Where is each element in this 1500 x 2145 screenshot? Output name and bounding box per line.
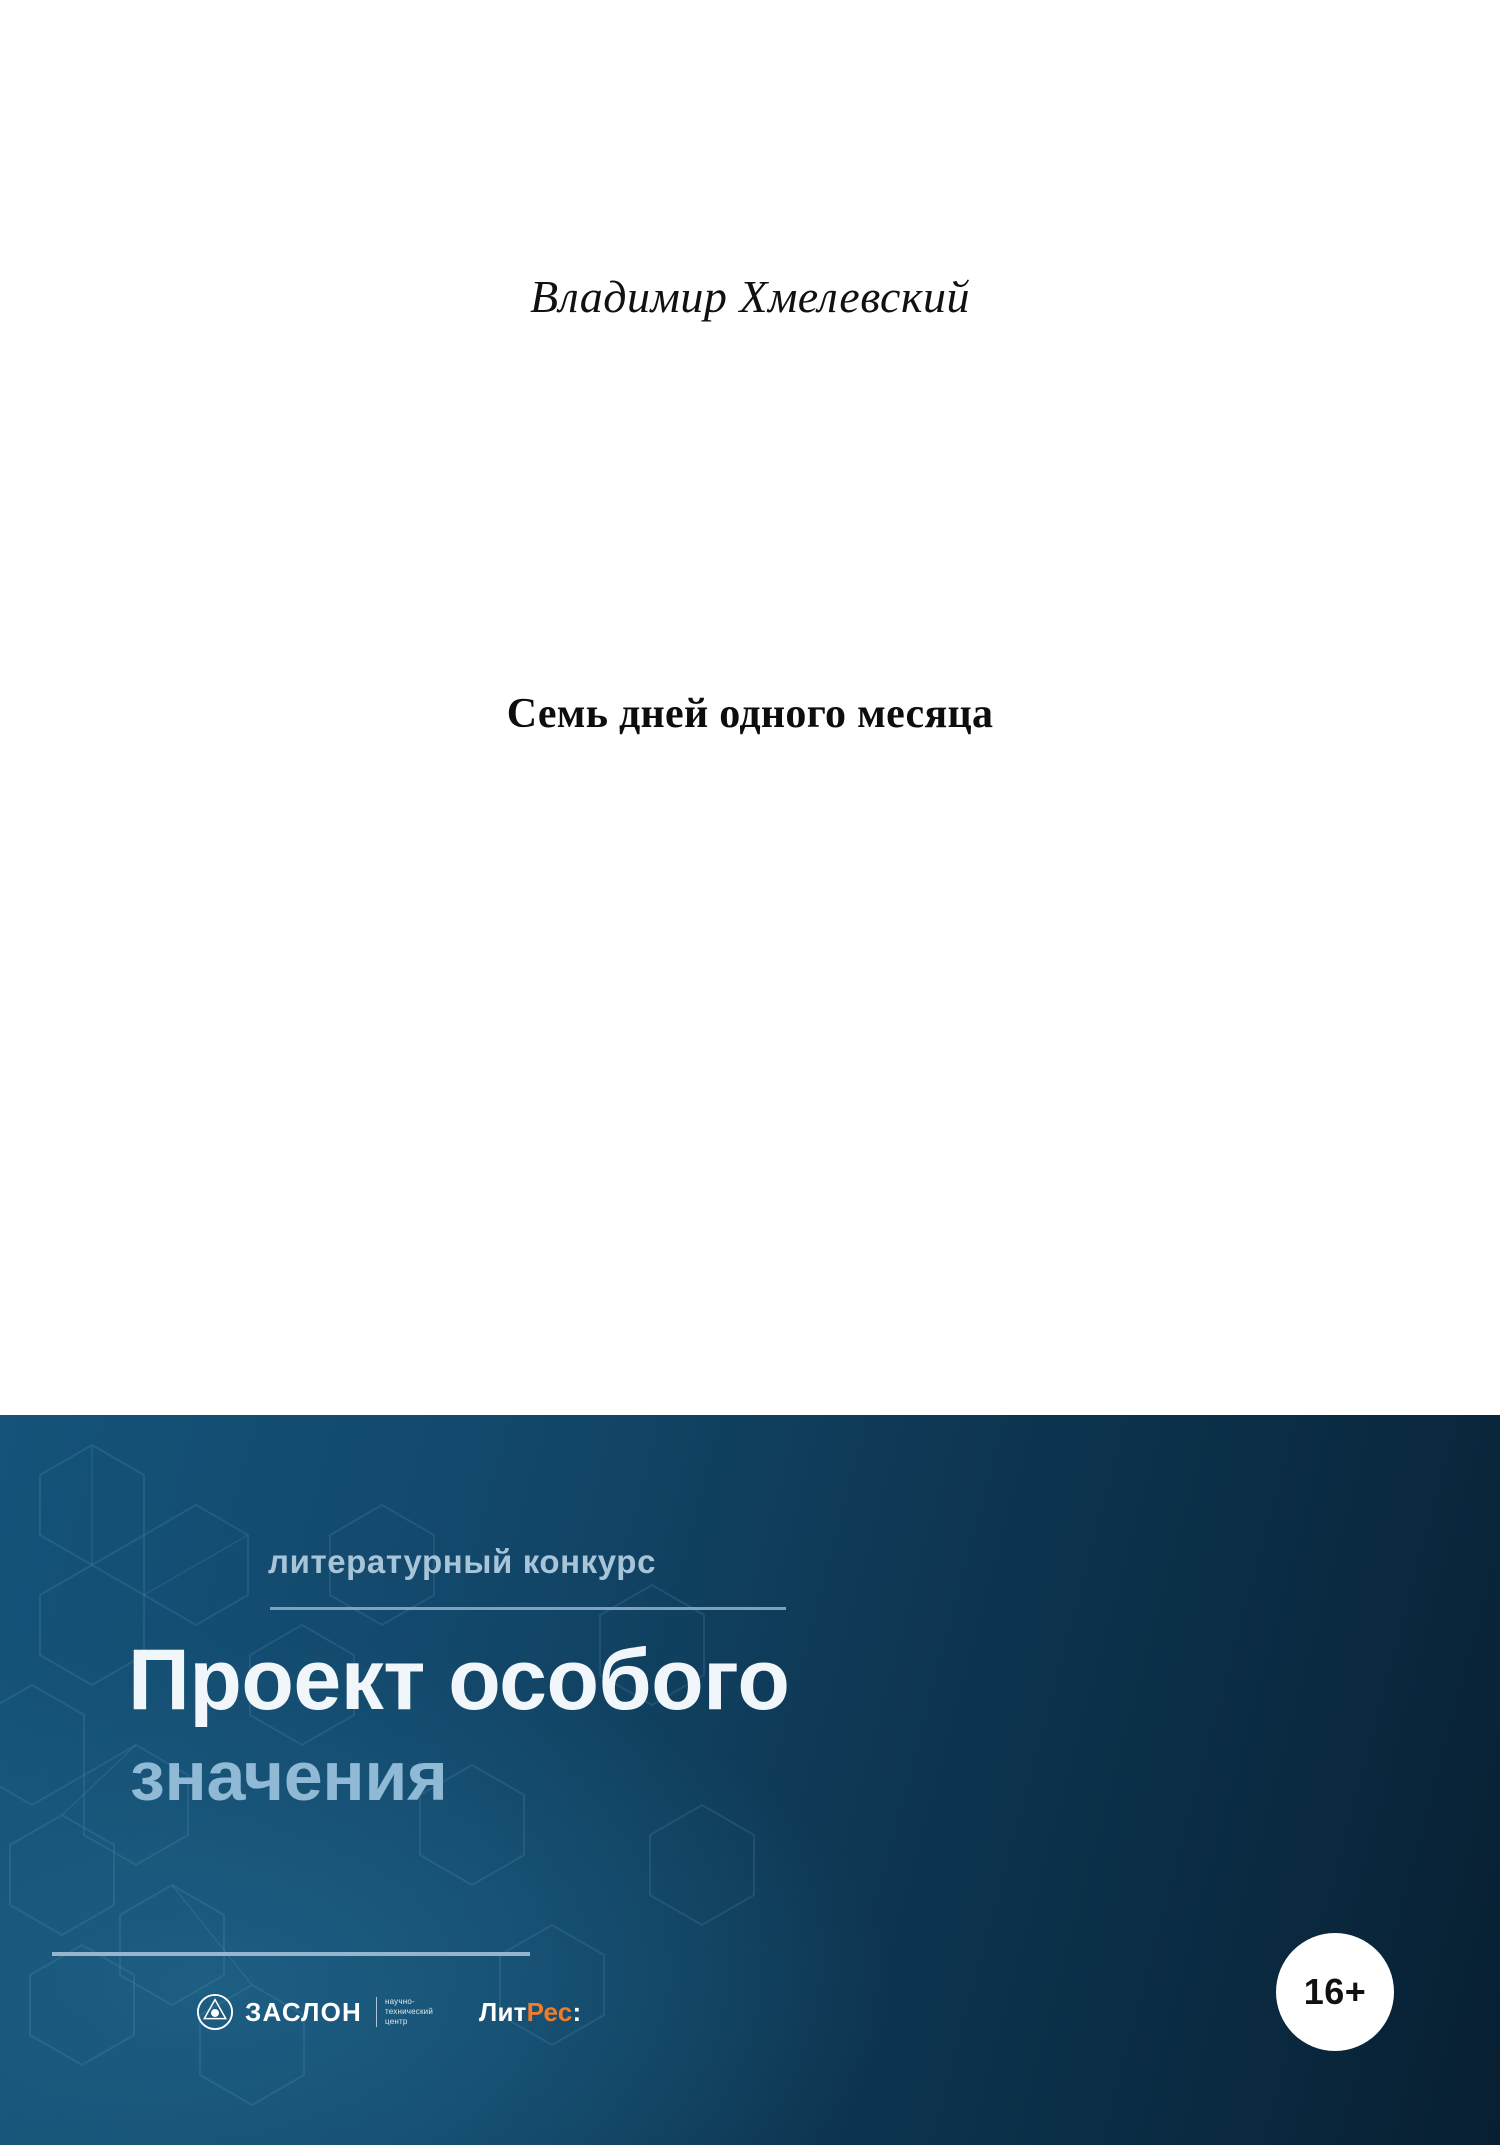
divider-bottom	[52, 1952, 530, 1956]
zaslon-logo	[196, 1993, 433, 2031]
zaslon-subtitle-line3: центр	[385, 2017, 408, 2026]
zaslon-wordmark: ЗАСЛОН	[245, 1996, 362, 2027]
contest-kicker: литературный конкурс	[268, 1543, 657, 1580]
contest-headline-line1: Проект особого	[128, 1632, 790, 1728]
book-title: Семь дней одного месяца	[506, 691, 994, 737]
contest-banner	[0, 1415, 1500, 2145]
age-rating-badge: 16+	[1276, 1933, 1394, 2051]
zaslon-atom-icon	[196, 1993, 234, 2031]
litres-prefix: Лит	[479, 1996, 527, 2027]
logo-row	[196, 1993, 581, 2031]
litres-logo	[479, 1997, 581, 2028]
divider-top	[270, 1607, 786, 1610]
litres-suffix: :	[572, 1996, 582, 2027]
zaslon-subtitle-line2: технический	[385, 2007, 433, 2016]
author-name: Владимир Хмелевский	[530, 271, 970, 322]
zaslon-subtitle-line1: научно-	[385, 1997, 415, 2006]
litres-accent: Рес	[526, 1996, 573, 2027]
contest-headline-line2: значения	[130, 1737, 448, 1815]
zaslon-subtitle	[376, 1997, 433, 2027]
banner-content	[0, 1415, 1500, 2145]
